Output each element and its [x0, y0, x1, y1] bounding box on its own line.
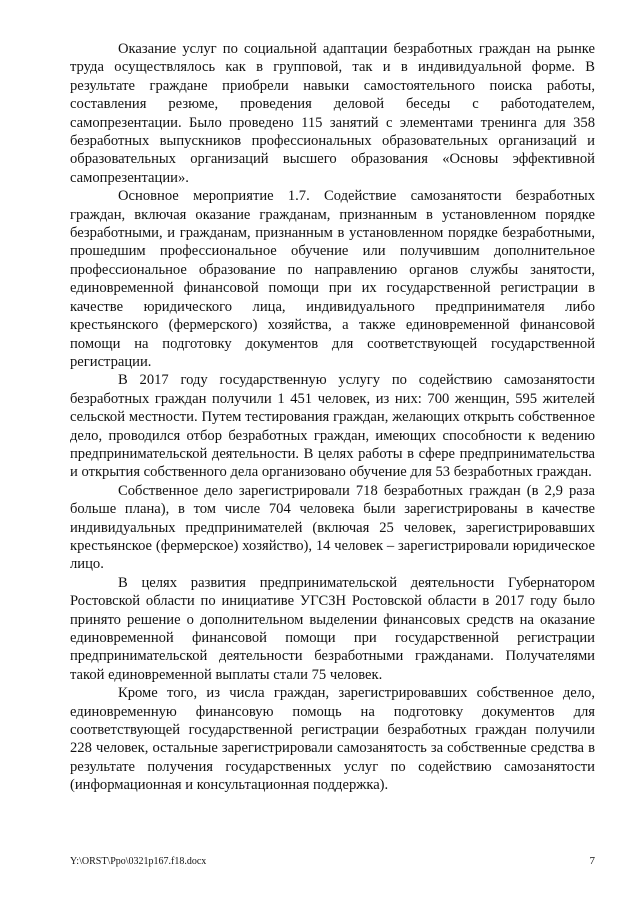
paragraph-governor-decision: В целях развития предпринимательской деятельности Губернатором Ростовской области по инициативе УГСЗН Ростовской области в 2017 году было принято решение о дополнительном выделении финансовых средств на оказание единовременной финансовой помощи при государственной регистрации предпринимательской деятельности безработными гражданами. Получателями такой единовременной выплаты стали 75 человек.: [70, 574, 595, 683]
paragraph-own-business: Собственное дело зарегистрировали 718 безработных граждан (в 2,9 раза больше плана), в том числе 704 человека были зарегистрированы в качестве индивидуальных предпринимателей (включая 25 человек, зарегистрировавших крестьянское (фермерское) хозяйство), 14 человек – зарегистрировали юридическое лицо.: [70, 482, 595, 573]
paragraph-2017-service: В 2017 году государственную услугу по содействию самозанятости безработных граждан получили 1 451 человек, из них: 700 женщин, 595 жителей сельской местности. Путем тестирования граждан, желающих открыть собственное дело, проводился отбор безработных граждан, имеющих способности к ведению предпринимательской деятельности. В целях работы в сфере предпринимательства и открытия собственного дела организовано обучение для 53 безработных граждан.: [70, 372, 595, 481]
paragraph-financial-help: Кроме того, из числа граждан, зарегистрировавших собственное дело, единовременную финансовую помощь на подготовку документов для соответствующей государственной регистрации безработных граждан получили 228 человек, остальные зарегистрировали самозанятость за собственные средства в результате получения государственных услуг по содействию самозанятости (информационная и консультационная поддержка).: [70, 685, 595, 794]
paragraph-social-adaptation: Оказание услуг по социальной адаптации безработных граждан на рынке труда осуществлялось как в групповой, так и в индивидуальной форме. В результате граждане приобрели навыки самостоятельного поиска работы, составления резюме, проведения деловой беседы с работодателем, самопрезентации. Было проведено 115 занятий с элементами тренинга для 358 безработных выпускников профессиональных образовательных организаций и образовательных организаций высшего образования «Основы эффективной самопрезентации».: [70, 41, 595, 186]
page-number: 7: [589, 855, 595, 867]
document-body: [70, 40, 595, 795]
paragraph-measure-1-7: Основное мероприятие 1.7. Содействие самозанятости безработных граждан, включая оказание гражданам, признанным в установленном порядке безработными, и гражданам, признанным в установленном порядке безработными, прошедшим профессиональное обучение или получившим дополнительное профессиональное образование по направлению органов службы занятости, единовременной финансовой помощи при их государственной регистрации в качестве юридического лица, индивидуального предпринимателя либо крестьянского (фермерского) хозяйства, а также единовременной финансовой помощи на подготовку документов для соответствующей государственной регистрации.: [70, 188, 595, 370]
footer-file-path: Y:\ORST\Ppo\0321p167.f18.docx: [70, 856, 207, 867]
